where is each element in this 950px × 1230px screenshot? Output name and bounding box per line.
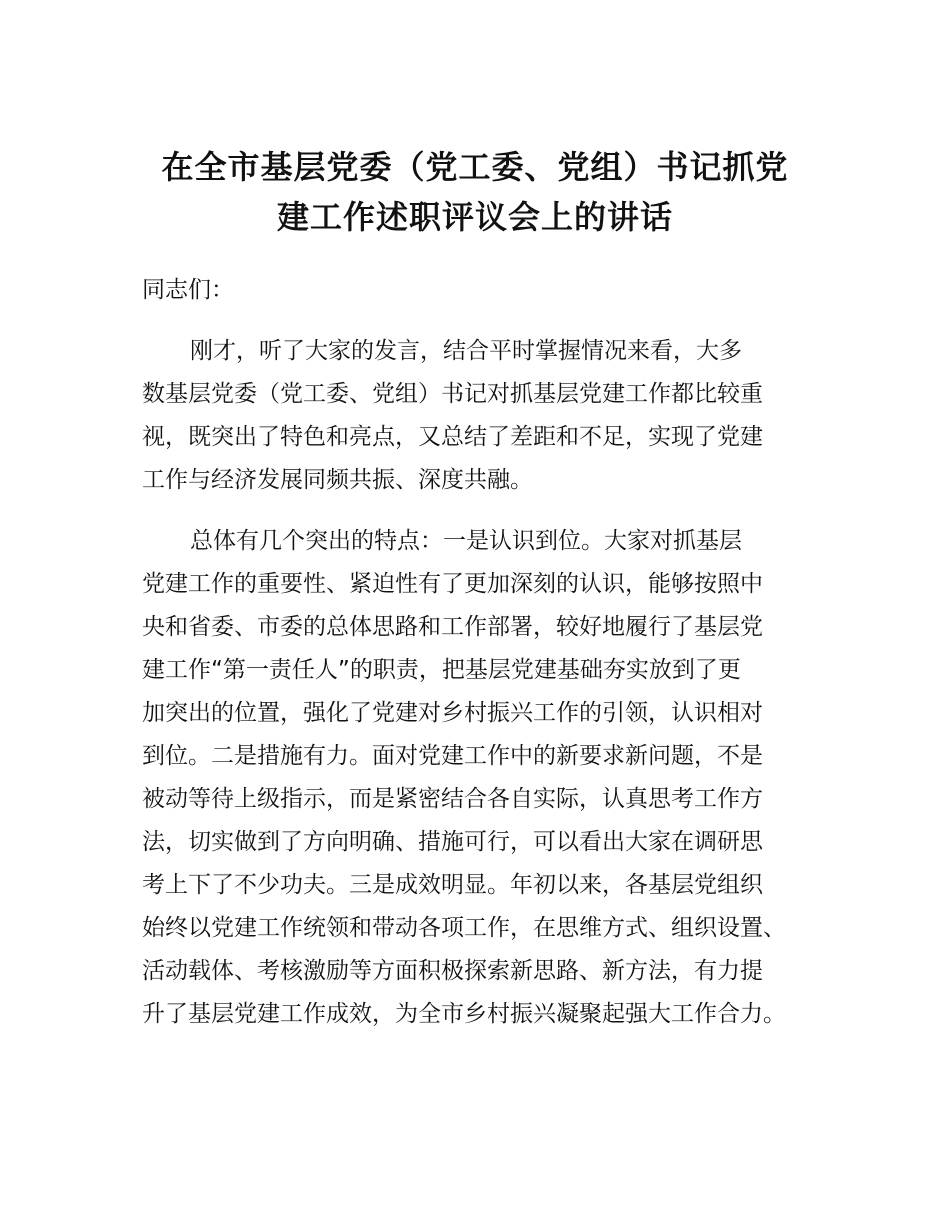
paragraph-line: 加突出的位置，强化了党建对乡村振兴工作的引领，认识相对 (142, 700, 763, 726)
paragraph-line: 被动等待上级指示，而是紧密结合各自实际，认真思考工作方 (142, 786, 763, 812)
paragraph-line: 法，切实做到了方向明确、措施可行，可以看出大家在调研思 (142, 829, 763, 855)
paragraph-line: 党建工作的重要性、紧迫性有了更加深刻的认识，能够按照中 (142, 571, 763, 597)
document-title-line-1: 在全市基层党委（党工委、党组）书记抓党 (161, 148, 789, 186)
paragraph-line: 央和省委、市委的总体思路和工作部署，较好地履行了基层党 (142, 614, 763, 640)
paragraph-line: 升了基层党建工作成效，为全市乡村振兴凝聚起强大工作合力。 (142, 1001, 786, 1027)
salutation: 同志们： (142, 277, 234, 303)
paragraph-line: 活动载体、考核激励等方面积极探索新思路、新方法，有力提 (142, 958, 763, 984)
paragraph-line: 刚才，听了大家的发言，结合平时掌握情况来看，大多 (190, 338, 742, 364)
paragraph-line: 到位。二是措施有力。面对党建工作中的新要求新问题，不是 (142, 743, 763, 769)
paragraph-2 (142, 520, 832, 1036)
document-title-line-2: 建工作述职评议会上的讲话 (276, 198, 673, 236)
paragraph-line: 始终以党建工作统领和带动各项工作，在思维方式、组织设置、 (142, 915, 786, 941)
paragraph-1 (142, 330, 832, 502)
paragraph-line: 视，既突出了特色和亮点，又总结了差距和不足，实现了党建 (142, 424, 763, 450)
paragraph-line: 数基层党委（党工委、党组）书记对抓基层党建工作都比较重 (142, 381, 763, 407)
paragraph-line: 总体有几个突出的特点：一是认识到位。大家对抓基层 (190, 528, 742, 554)
paragraph-line: 工作与经济发展同频共振、深度共融。 (142, 467, 533, 493)
paragraph-line: 建工作“第一责任人”的职责，把基层党建基础夯实放到了更 (142, 657, 741, 683)
paragraph-line: 考上下了不少功夫。三是成效明显。年初以来，各基层党组织 (142, 872, 763, 898)
